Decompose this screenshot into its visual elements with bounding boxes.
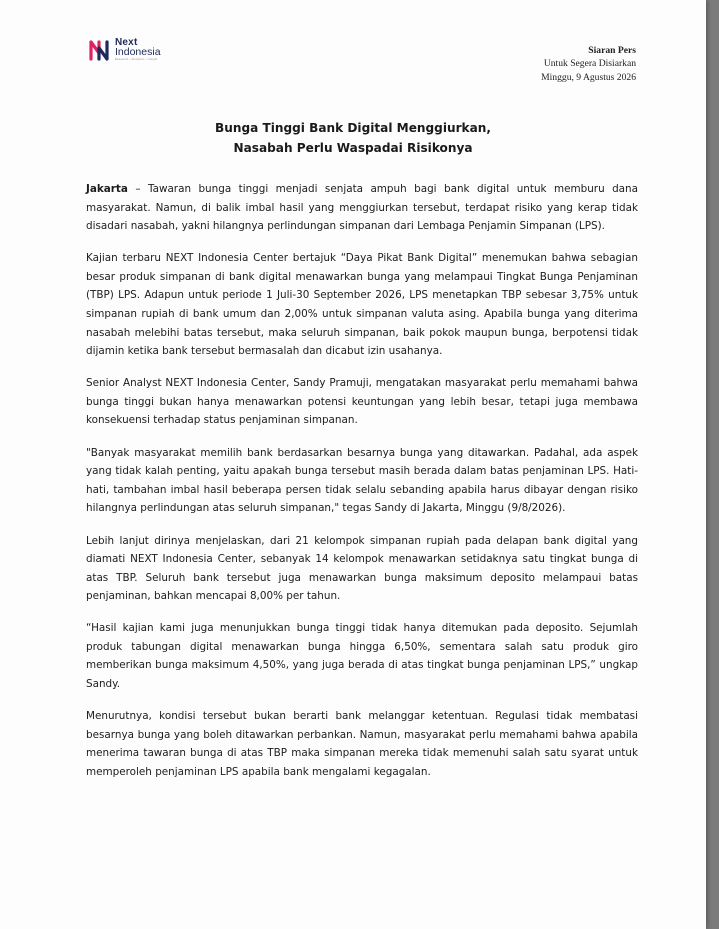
release-note: Untuk Segera Disiarkan — [543, 58, 636, 70]
next-indonesia-logo — [88, 38, 161, 61]
dateline: Jakarta — [86, 183, 128, 195]
logo-name: Indonesia — [115, 46, 161, 58]
release-type: Siaran Pers — [588, 45, 636, 56]
n-logo-icon — [88, 39, 112, 61]
headline-line-2: Nasabah Perlu Waspadai Risikonya — [233, 141, 473, 155]
logo-brand: Next — [115, 37, 138, 48]
paragraph-7: Menurutnya, kondisi tersebut bukan berarti bank melanggar ketentuan. Regulasi tidak membatasi besarnya bunga yang boleh ditawarkan perbankan. Namun, masyarakat perlu memahami bahwa apabila menerima tawaran bunga di atas TBP maka simpanan mereka tidak memenuhi salah satu syarat untuk memperoleh penjaminan LPS apabila bank mengalami kegagalan. — [86, 710, 638, 778]
logo-tagline: Research • Analytics • Insight — [115, 57, 158, 61]
paragraph-4: "Banyak masyarakat memilih bank berdasarkan besarnya bunga yang ditawarkan. Padahal, ada aspek yang tidak kalah penting, yaitu apakah bunga tersebut masih berada dalam batas penjaminan LPS. Hati-hati, tambahan imbal hasil beberapa persen tidak selalu sebanding apabila harus dibayar dengan risiko hilangnya perlindungan atas seluruh simpanan," tegas Sandy di Jakarta, Minggu (9/8/2026). — [86, 446, 638, 515]
release-date: Minggu, 9 Agustus 2026 — [541, 71, 636, 83]
paragraph-1-text: – Tawaran bunga tinggi menjadi senjata ampuh bagi bank digital untuk memburu dana masyarakat. Namun, di balik imbal hasil yang menggiurkan tersebut, terdapat risiko yang kerap tidak disadari nasabah, yakni hilangnya perlindungan simpanan dari Lembaga Penjamin Simpanan (LPS). — [86, 183, 638, 233]
release-info — [541, 44, 636, 84]
paragraph-1 — [86, 180, 638, 236]
paragraph-6: “Hasil kajian kami juga menunjukkan bunga tinggi tidak hanya ditemukan pada deposito. Sejumlah produk tabungan digital menawarkan bunga hingga 6,50%, sementara salah satu produk giro memberikan bunga maksimum 4,50%, yang juga berada di atas tingkat bunga penjaminan LPS,” ungkap Sandy. — [86, 622, 638, 691]
article-body — [86, 180, 638, 795]
headline — [0, 118, 706, 158]
headline-line-1: Bunga Tinggi Bank Digital Menggiurkan, — [215, 121, 491, 135]
paragraph-3: Senior Analyst NEXT Indonesia Center, Sandy Pramuji, mengatakan masyarakat perlu memahami bahwa bunga tinggi bukan hanya menawarkan potensi keuntungan yang lebih besar, tetapi juga membawa konsekuensi terhadap status penjaminan simpanan. — [86, 377, 638, 427]
paragraph-5: Lebih lanjut dirinya menjelaskan, dari 21 kelompok simpanan rupiah pada delapan bank digital yang diamati NEXT Indonesia Center, sebanyak 14 kelompok menawarkan setidaknya satu tingkat bunga di atas TBP. Seluruh bank tersebut juga menawarkan bunga maksimum deposito melampaui batas penjaminan, bahkan mencapai 8,00% per tahun. — [86, 534, 638, 603]
paragraph-2: Kajian terbaru NEXT Indonesia Center bertajuk “Daya Pikat Bank Digital” menemukan bahwa sebagian besar produk simpanan di bank digital menawarkan bunga yang melampaui Tingkat Bunga Penjaminan (TBP) LPS. Adapun untuk periode 1 Juli-30 September 2026, LPS menetapkan TBP sebesar 3,75% untuk simpanan rupiah di bank umum dan 2,00% untuk simpanan valuta asing. Apabila bunga yang diterima nasabah melebihi batas tersebut, maka seluruh simpanan, baik pokok maupun bunga, berpotensi tidak dijamin ketika bank tersebut bermasalah dan dicabut izin usahanya. — [86, 252, 638, 358]
